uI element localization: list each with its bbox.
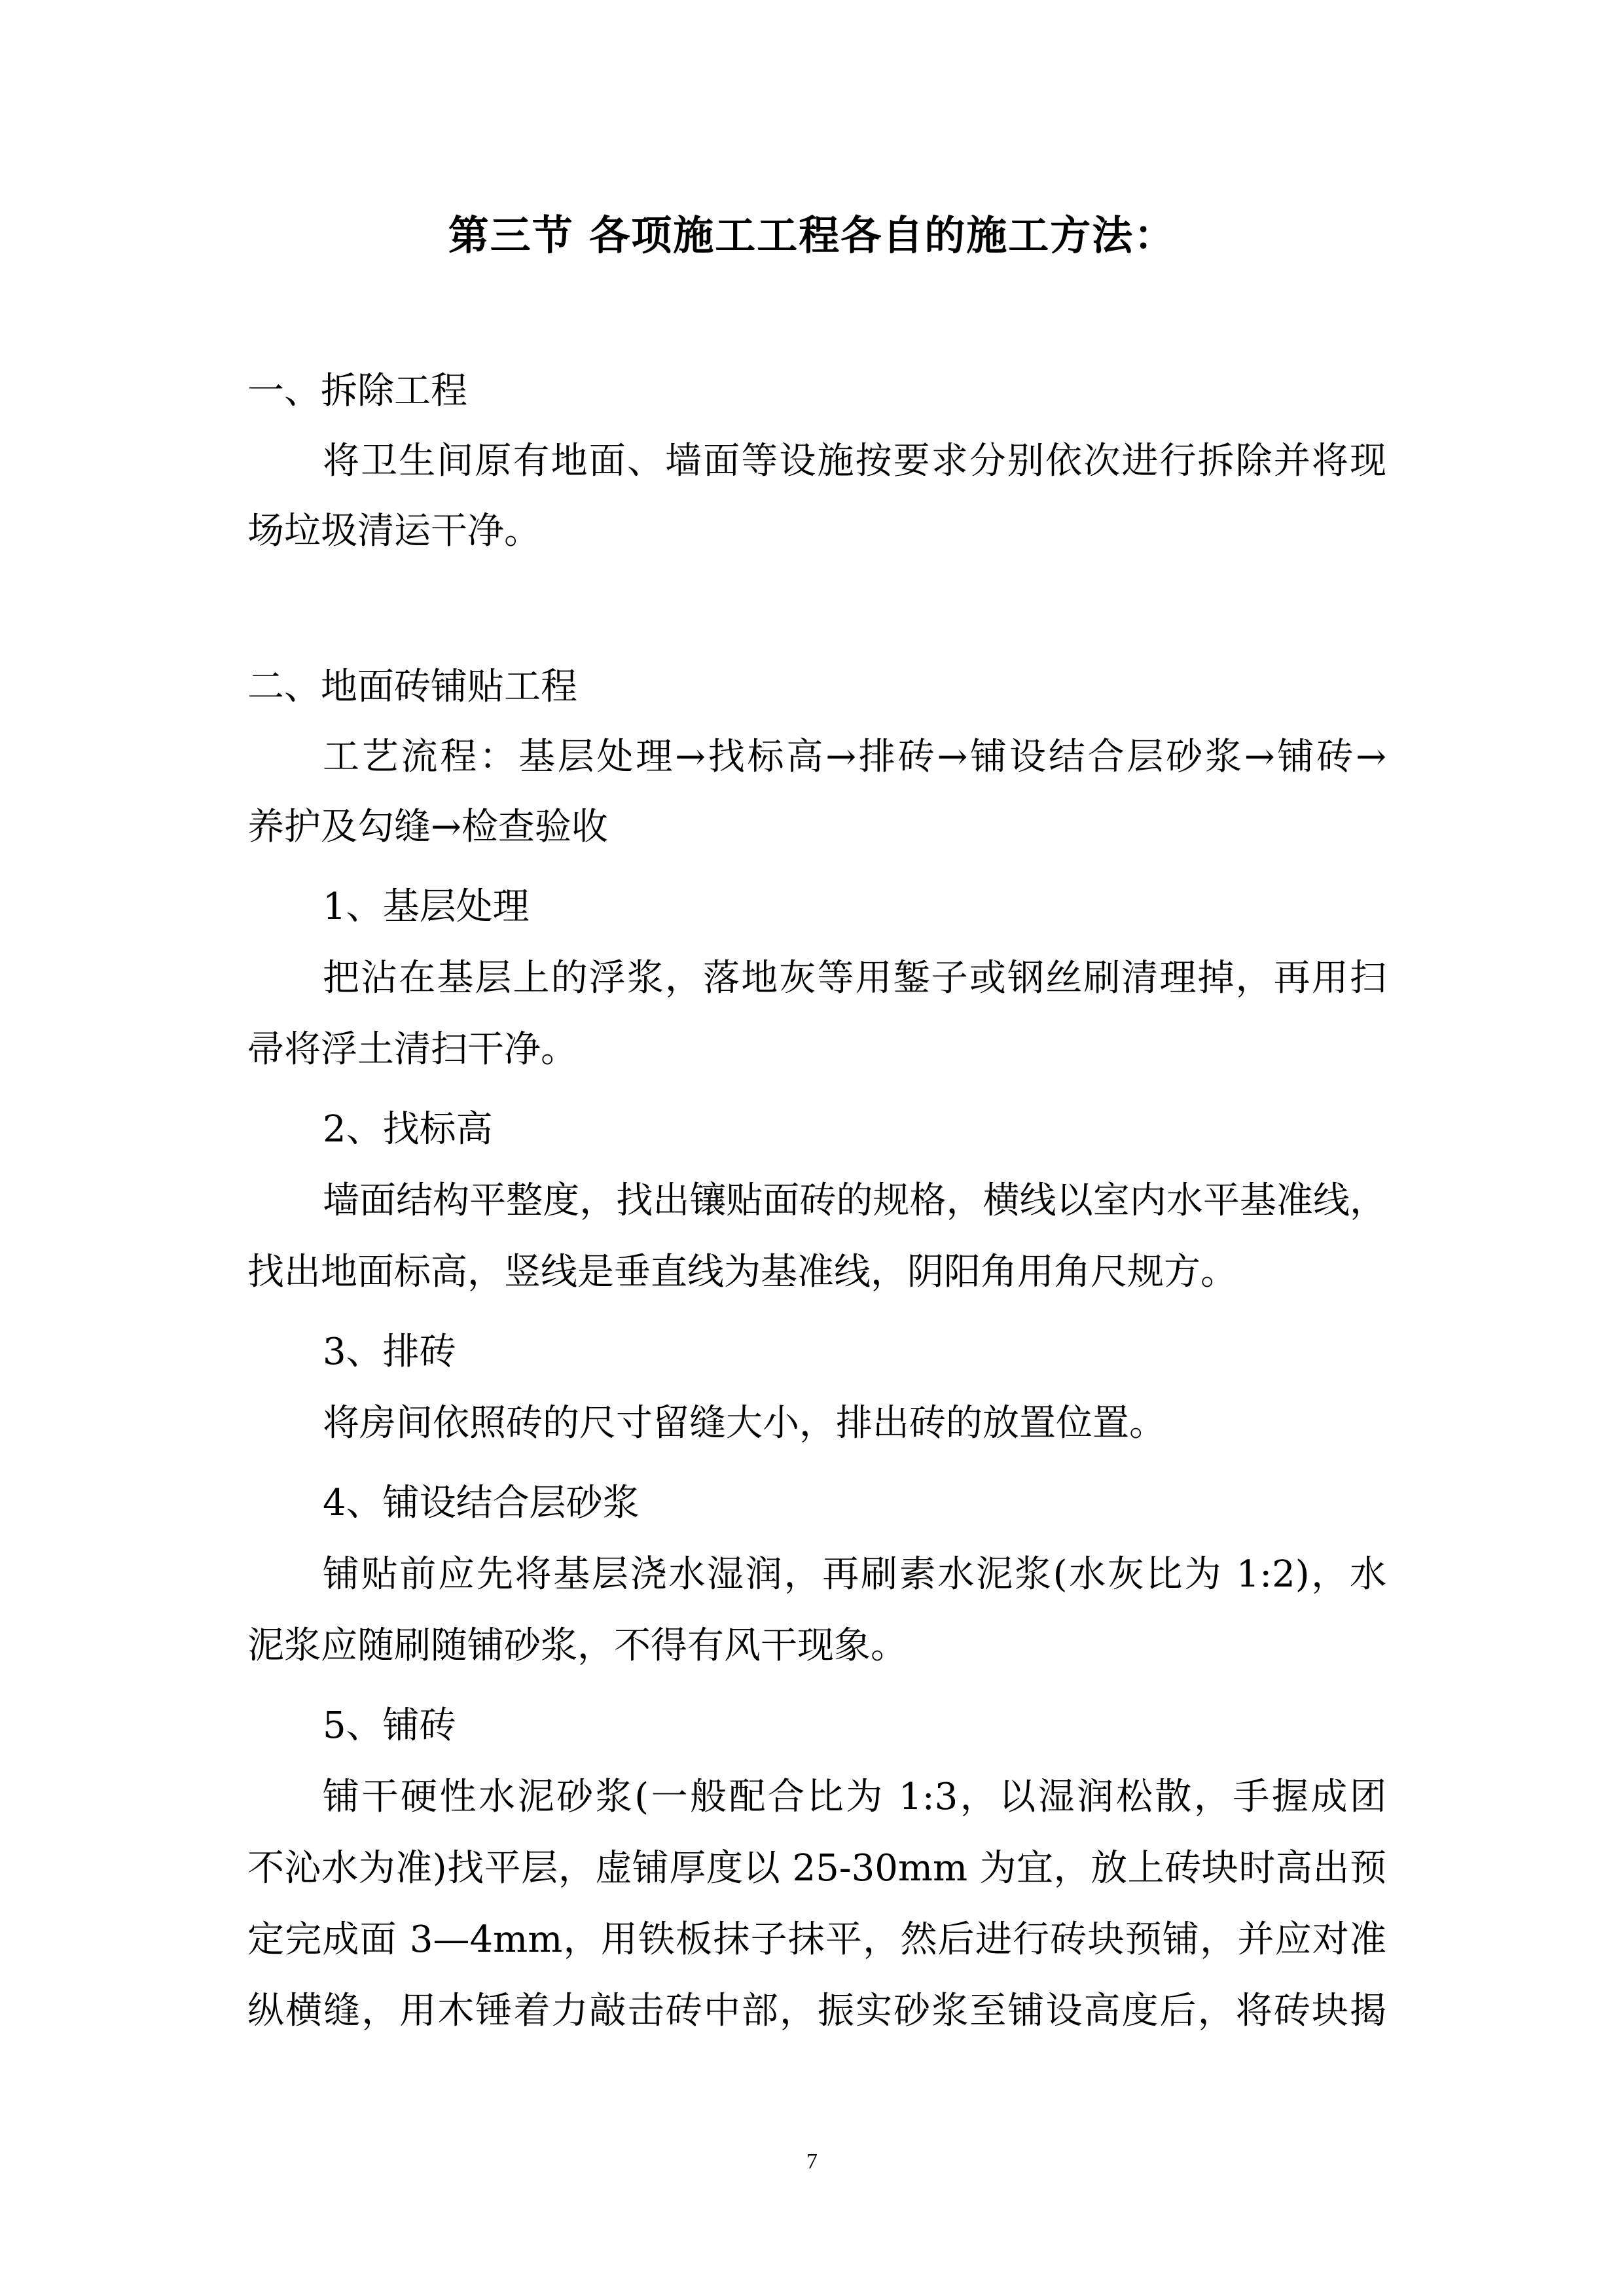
step-heading-find-elevation: 2、找标高 xyxy=(323,1108,493,1151)
process-flow-line: 养护及勾缝→检查验收 xyxy=(247,806,608,848)
paragraph-line: 纵横缝，用木锤着力敲击砖中部，振实砂浆至铺设高度后，将砖块揭 xyxy=(247,1990,1386,2032)
paragraph-line: 墙面结构平整度，找出镶贴面砖的规格，横线以室内水平基准线， xyxy=(323,1179,1386,1222)
paragraph-line: 帚将浮土清扫干净。 xyxy=(247,1028,577,1071)
page-number: 7 xyxy=(806,2149,818,2174)
paragraph-line: 不沁水为准)找平层，虚铺厚度以 25-30mm 为宜，放上砖块时高出预 xyxy=(247,1847,1386,1890)
paragraph-line: 场垃圾清运干净。 xyxy=(247,510,541,552)
step-heading-base-treatment: 1、基层处理 xyxy=(323,886,530,928)
step-heading-tile-layout: 3、排砖 xyxy=(323,1331,456,1373)
section-heading-floor-tiling: 二、地面砖铺贴工程 xyxy=(247,666,577,708)
paragraph-line: 把沾在基层上的浮浆，落地灰等用錾子或钢丝刷清理掉，再用扫 xyxy=(323,957,1386,999)
process-flow-line: 工艺流程：基层处理→找标高→排砖→铺设结合层砂浆→铺砖→ xyxy=(323,736,1386,778)
section-heading-demolition: 一、拆除工程 xyxy=(247,370,467,412)
paragraph-line: 定完成面 3—4mm，用铁板抹子抹平，然后进行砖块预铺，并应对准 xyxy=(247,1918,1386,1961)
step-heading-mortar-bed: 4、铺设结合层砂浆 xyxy=(323,1482,640,1524)
paragraph-line: 将房间依照砖的尺寸留缝大小，排出砖的放置位置。 xyxy=(323,1402,1166,1444)
paragraph-line: 铺贴前应先将基层浇水湿润，再刷素水泥浆(水灰比为 1:2)，水 xyxy=(323,1553,1386,1596)
paragraph-line: 铺干硬性水泥砂浆(一般配合比为 1:3，以湿润松散，手握成团 xyxy=(323,1776,1386,1818)
paragraph-line: 找出地面标高，竖线是垂直线为基准线，阴阳角用角尺规方。 xyxy=(247,1251,1237,1293)
paragraph-line: 泥浆应随刷随铺砂浆，不得有风干现象。 xyxy=(247,1624,907,1667)
page-title: 第三节 各项施工工程各自的施工方法： xyxy=(448,211,1176,259)
paragraph-line: 将卫生间原有地面、墙面等设施按要求分别依次进行拆除并将现 xyxy=(323,440,1386,482)
step-heading-tile-laying: 5、铺砖 xyxy=(323,1704,456,1747)
